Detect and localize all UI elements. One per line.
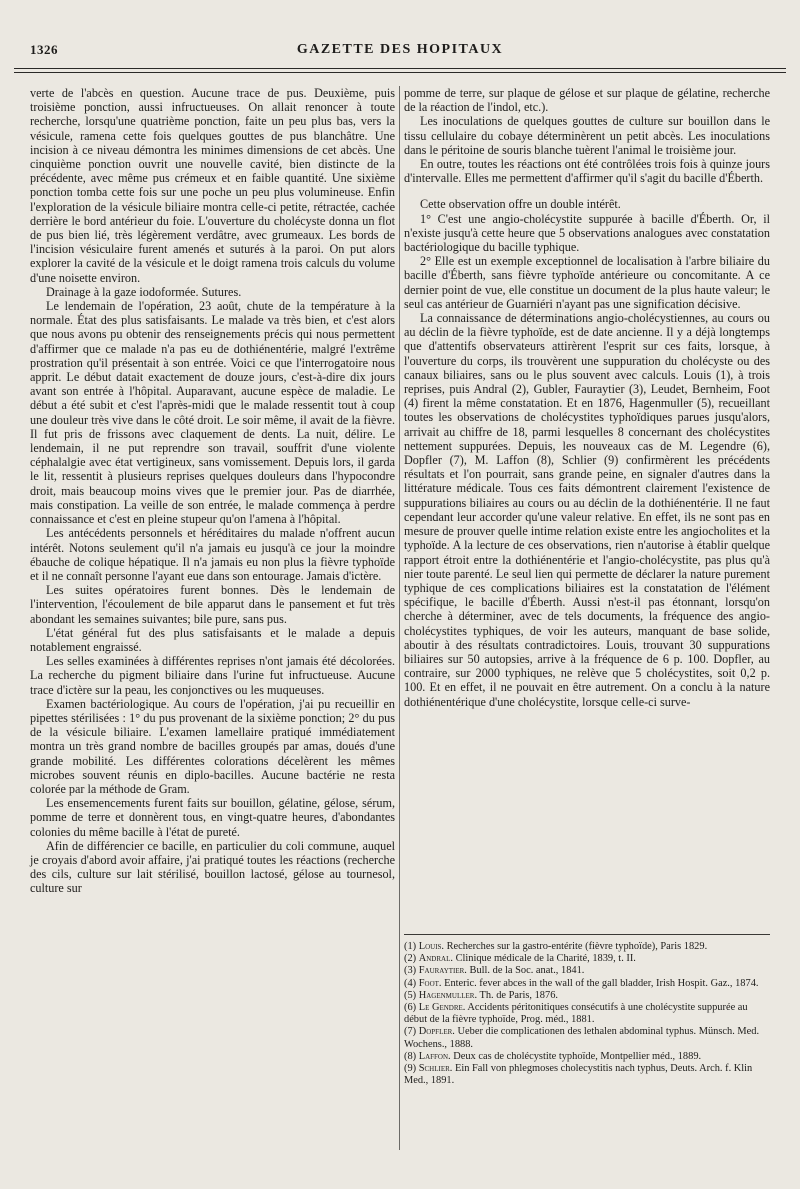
column-divider [399,86,400,1150]
footnote: (9) Schlier. Ein Fall von phlegmoses cholecystitis nach typhus, Deuts. Arch. f. Klin Med., 1891. [404,1063,753,1087]
paragraph: pomme de terre, sur plaque de gélose et sur plaque de gélatine, recherche de la réaction de l'indol, etc.). [404,86,770,115]
paragraph: Le lendemain de l'opération, 23 août, chute de la température à la normale. État des plus satisfaisants. Le malade va très bien, et c'est alors que nous avons pu obtenir des renseignements précis qui nous permettent d'affirmer que ce malade n'a pas eu de dothiénentérie, malgré l'extrême prostration qu'il présentait à son entrée. Voici ce que l'interrogatoire nous apprit. Le début datait exactement de douze jours, c'est-à-dire dix jours avant son entrée à l'hôpital. Auparavant, aucune espèce de maladie. Le début a été subit et c'est l'après-midi que le malade ressentit tout à coup une douleur très vive dans le côté droit. Le soir même, il avait de la fièvre. Il fut pris de frissons avec claquement de dents. La nuit, délire. Le lendemain, il ne put reprendre son travail, souffrit d'une violente céphalalgie avec état vertigineux, sans vomissement. Depuis lors, il garda le lit, ressentit à plusieurs reprises quelques douleurs dans l'hypocondre droit, mais beaucoup moins vives que le premier jour. Pas de diarrhée, mais constipation. La veille de son entrée, le malade commença à perdre connaissance et c'est en pleine stupeur qu'on l'amena à l'hôpital. [30,299,395,527]
footnote: (1) Louis. Recherches sur la gastro-entérite (fièvre typhoïde), Paris 1829. [404,941,708,952]
paragraph: Drainage à la gaze iodoformée. Sutures. [46,284,242,299]
header-rule-top [14,68,786,69]
page-header [30,42,770,64]
footnote: (6) Le Gendre. Accidents péritonitiques consécutifs à une cholécystite suppurée au début de la fièvre typhoïde, Prog. méd., 1881. [404,1002,748,1026]
journal-title: GAZETTE DES HOPITAUX [296,42,504,57]
header-rule-bottom [14,72,786,73]
paragraph: 1° C'est une angio-cholécystite suppurée à bacille d'Éberth. Or, il n'existe jusqu'à cette heure que 5 observations analogues avec constatation bactériologique du bacille typhique. [404,211,770,255]
footnote-rule [404,934,770,935]
footnotes [404,941,770,1087]
paragraph: Les inoculations de quelques gouttes de culture sur bouillon dans le tissu cellulaire du cobaye déterminèrent un petit abcès. Les inoculations dans le péritoine de souris blanche tuèrent l'animal le troisième jour. [404,114,770,157]
paragraph: Les selles examinées à différentes reprises n'ont jamais été décolorées. La recherche du pigment biliaire dans l'urine fut infructueuse. Aucune trace d'ictère sur la peau, les conjonctives ou les muqueuses. [30,654,395,697]
footnote: (2) Andral. Clinique médicale de la Charité, 1839, t. II. [404,953,636,965]
right-column [404,86,770,709]
footnote: (4) Foot. Enteric. fever abces in the wall of the gall bladder, Irish Hospit. Gaz., 1874. [404,977,759,989]
paragraph: Afin de différencier ce bacille, en particulier du coli commune, auquel je croyais d'abord avoir affaire, j'ai pratiqué toutes les réactions (recherche des cils, culture sur lait stérilisé, bouillon lactosé, gélose au tournesol, culture sur [30,838,395,896]
paragraph: La connaissance de déterminations angio-cholécystiennes, au cours ou au déclin de la fièvre typhoïde, est de date ancienne. Il y a déjà longtemps que d'attentifs observateurs attirèrent l'esprit sur ces faits, lorsque, à l'ouverture du corps, ils trouvèrent une suppuration du cholécyste ou des canaux biliaires, sans ou le plus souvent avec calculs. Louis (1), à trois reprises, puis Andral (2), Gubler, Fauraytier (3), Leudet, Bernheim, Foot (4) firent la même constatation. Et en 1876, Hagenmuller (5), recueillant toutes les observations de cholécystites typhoïdiques parues jusqu'alors, arrivait au chiffre de 18, parmi lesquelles 8 concernant des cholécystites nettement suppurées. Depuis, les nouveaux cas de M. Legendre (6), Dopfler (7), M. Laffon (8), Schlier (9) confirmèrent les précédents résultats et l'on pourrait, sans grande peine, en signaler d'autres dans la littérature médicale. Tous ces faits démontrent clairement l'existence de suppurations biliaires au cours ou au déclin de la dothiénentérie. Il ne faut cependant leur accorder qu'une valeur relative. En effet, ils ne sont pas en mesure de prouver quelle intime relation existe entre les angiocholites et la typhoïde. A la lecture de ces observations, rien n'autorise à établir quelque rapport étroit entre la dothiénentérie et l'angio-cholécystite, pas plus qu'à nier toute parenté. Le seul lien qui permette de déclarer la nature purement typhique de ces complications biliaires est la constatation de l'élément spécifique, le bacille d'Éberth. Aussi n'est-il pas étonnant, lorsqu'on cherche à déterminer, avec de tels documents, la fréquence des angio-cholécystites typhiques, de voir les auteurs, manquant de base solide, aboutir à des résultats contradictoires. Louis, trouvant 30 suppurations biliaires sur 50 autopsies, arrive à la fréquence de 6 p. 100. Dopfler, au contraire, sur 2000 typhiques, ne relève que 5 cholécystites, soit 0,2 p. 100. Et en effet, il ne pouvait en être autrement. On a conclu à la nature dothiénentérique d'une cholécystite, lorsque celle-ci surve- [404,311,770,709]
footnote: (3) Fauraytier. Bull. de la Soc. anat., 1841. [404,965,585,977]
paragraph: En outre, toutes les réactions ont été contrôlées trois fois à quinze jours d'intervalle. Elles me permettent d'affirmer qu'il s'agit du bacille d'Éberth. [404,157,770,186]
paragraph: Les antécédents personnels et héréditaires du malade n'offrent aucun intérêt. Notons seulement qu'il n'a jamais eu jusqu'à ce jour la moindre ébauche de colique hépatique. Il n'a jamais eu non plus la fièvre typhoïde et il ne connaît personne l'ayant eue dans son entourage. Jamais d'ictère. [30,526,395,583]
paragraph: Les suites opératoires furent bonnes. Dès le lendemain de l'intervention, l'écoulement de bile apparut dans le pansement et fut très abondant les semaines suivantes; bile pure, sans pus. [30,583,395,626]
paragraph: Cette observation offre un double intérêt. [420,197,621,212]
footnote: (5) Hagenmuller. Th. de Paris, 1876. [404,989,558,1001]
paragraph: Les ensemencements furent faits sur bouillon, gélatine, gélose, sérum, pomme de terre et donnèrent tous, en vingt-quatre heures, d'abondantes colonies du même bacille à l'état de pureté. [30,796,395,839]
footnote: (7) Dopfler. Ueber die complicationen des lethalen abdominal typhus. Münsch. Med. Wochens., 1888. [404,1026,760,1050]
paragraph: verte de l'abcès en question. Aucune trace de pus. Deuxième, puis troisième ponction, aussi infructueuses. On allait renoncer à toute recherche, lorsqu'une quatrième ponction, faite un peu plus bas, vers la vésicule, ramena cette fois quelques gouttes de pus blanchâtre. Une incision à ce niveau démontra les minimes dimensions de cet abcès. Une cinquième ponction ouvrit une nouvelle cavité, bien distincte de la précédente, avec même pus crémeux et en faible quantité. Une sixième ponction tomba cette fois sur une poche un peu plus volumineuse. Enfin l'exploration de la vésicule biliaire montra celle-ci petite, rétractée, cachée derrière le bord antérieur du foie. L'ouverture du cholécyste donna un flot de pus bien lié, très légèrement verdâtre, avec grumeaux. Les bords de l'incision vésiculaire furent amenés et suturés à la paroi. On put alors explorer la cavité de la vésicule et le doigt ramena trois calculs du volume d'une noisette environ. [30,86,395,285]
footnote: (8) Laffon. Deux cas de cholécystite typhoïde, Montpellier méd., 1889. [404,1050,702,1062]
paragraph: 2° Elle est un exemple exceptionnel de localisation à l'arbre biliaire du bacille d'Éberth, sans fièvre typhoïde antérieure ou concomitante. A ce dernier point de vue, elle constitue un document de la plus haute valeur; le seul cas antérieur de Guarniéri n'ayant pas une signification décisive. [404,254,770,311]
left-column [30,86,395,896]
page-number: 1326 [30,42,58,57]
paragraph: L'état général fut des plus satisfaisants et le malade a depuis notablement engraissé. [30,625,395,654]
paragraph: Examen bactériologique. Au cours de l'opération, j'ai pu recueillir en pipettes stérilisées : 1° du pus provenant de la sixième ponction; 2° du pus de la vésicule biliaire. L'examen lamellaire pratiqué immédiatement montra un très grand nombre de bacilles groupés par amas, doués d'une grande mobilité. Les différentes colorations décelèrent les mêmes microbes souvent réunis en diplo-bacilles. Aucune bactérie ne resta colorée par la méthode de Gram. [30,696,395,796]
